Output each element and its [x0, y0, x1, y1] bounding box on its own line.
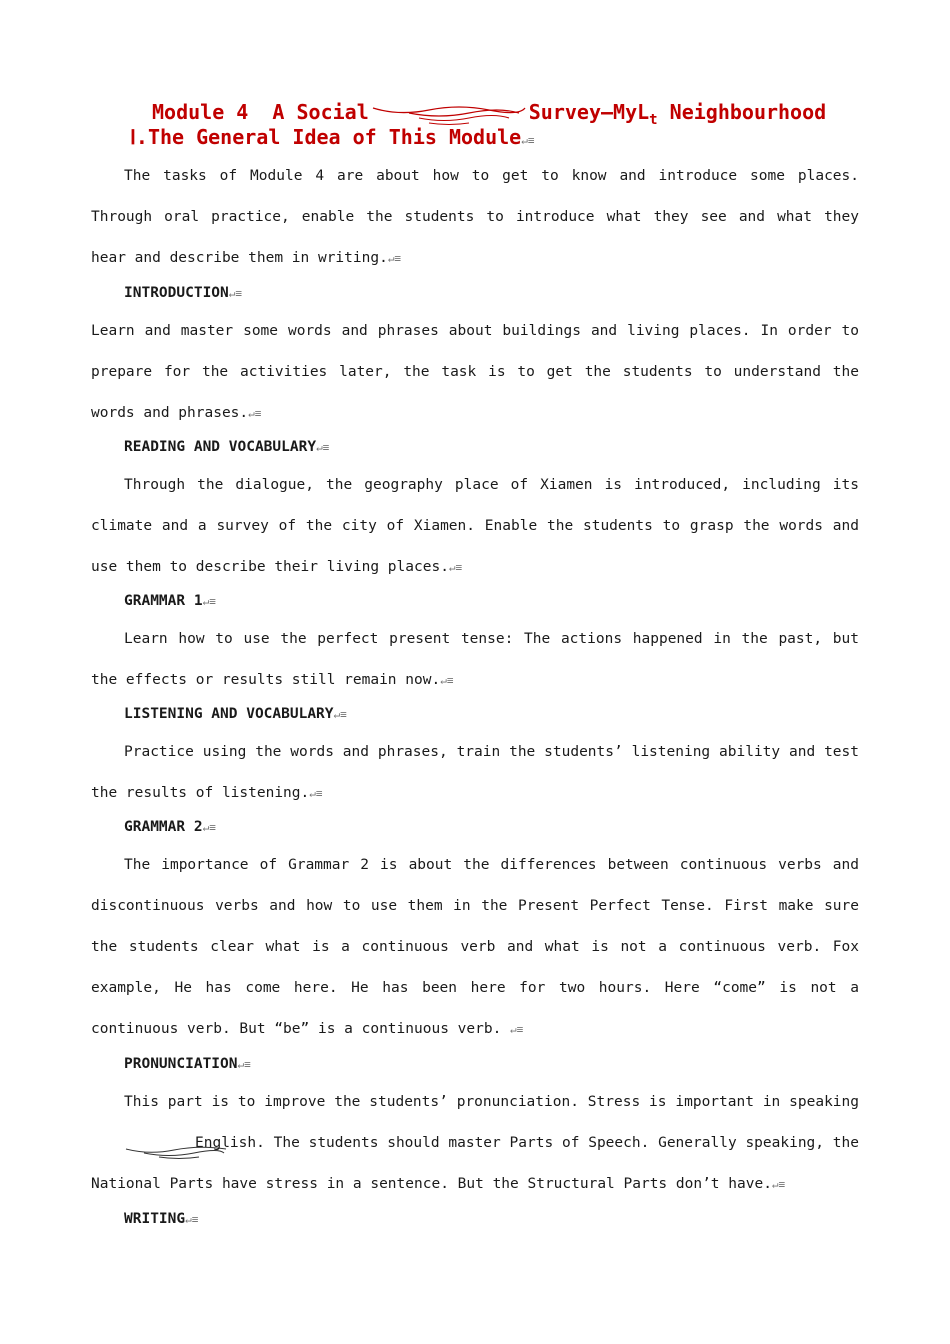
heading-grammar-2: GRAMMAR 2↵≡	[124, 819, 216, 835]
title-part-neighbourhood: Neighbourhood	[657, 100, 827, 124]
paragraph-introduction: Learn and master some words and phrases about buildings and living places. In order to prepare for the activities later, the task is to get the students to understand the words and phrases.↵≡	[91, 323, 859, 421]
heading-introduction: INTRODUCTION↵≡	[124, 285, 243, 301]
title-sub: t	[649, 112, 658, 128]
intro-paragraph: The tasks of Module 4 are about how to get to know and introduce some places. Through oral practice, enable the students to introduce what they see and what they hear and describe them in writing.↵≡	[91, 168, 859, 266]
section-heading-general-idea: Ⅰ.The General Idea of This Module↵≡	[130, 125, 535, 149]
title-wave-decoration	[369, 104, 529, 124]
title-part-survey: Survey—MyL	[528, 100, 650, 124]
heading-reading-vocabulary: READING AND VOCABULARY↵≡	[124, 439, 330, 455]
module-title	[152, 100, 826, 128]
paragraph-pronunciation: This part is to improve the students’ pronunciation. Stress is important in speaking English. The students should master Parts of Speech. Generally speaking, the National Parts have stress in a sentence. But the Structural Parts don’t have.↵≡	[91, 1094, 859, 1192]
title-part-module: Module 4 A Social	[152, 100, 369, 124]
heading-listening-vocabulary: LISTENING AND VOCABULARY↵≡	[124, 706, 347, 722]
inline-wave-decoration	[91, 1136, 195, 1150]
heading-pronunciation: PRONUNCIATION↵≡	[124, 1056, 251, 1072]
heading-writing: WRITING↵≡	[124, 1211, 199, 1227]
paragraph-mark: ↵≡	[521, 134, 535, 147]
paragraph-listening-vocabulary: Practice using the words and phrases, train the students’ listening ability and test the results of listening.↵≡	[91, 744, 859, 801]
paragraph-grammar-2: The importance of Grammar 2 is about the differences between continuous verbs and discontinuous verbs and how to use them in the Present Perfect Tense. First make sure the students clear what is a continuous verb and what is not a continuous verb. Fox example, He has come here. He has been here for two hours. Here “come” is not a continuous verb. But “be” is a continuous verb. ↵≡	[91, 857, 859, 1037]
paragraph-reading-vocabulary: Through the dialogue, the geography place of Xiamen is introduced, including its climate and a survey of the city of Xiamen. Enable the students to grasp the words and use them to describe their living places.↵≡	[91, 477, 859, 575]
paragraph-grammar-1: Learn how to use the perfect present tense: The actions happened in the past, but the effects or results still remain now.↵≡	[91, 631, 859, 688]
heading-grammar-1: GRAMMAR 1↵≡	[124, 593, 216, 609]
